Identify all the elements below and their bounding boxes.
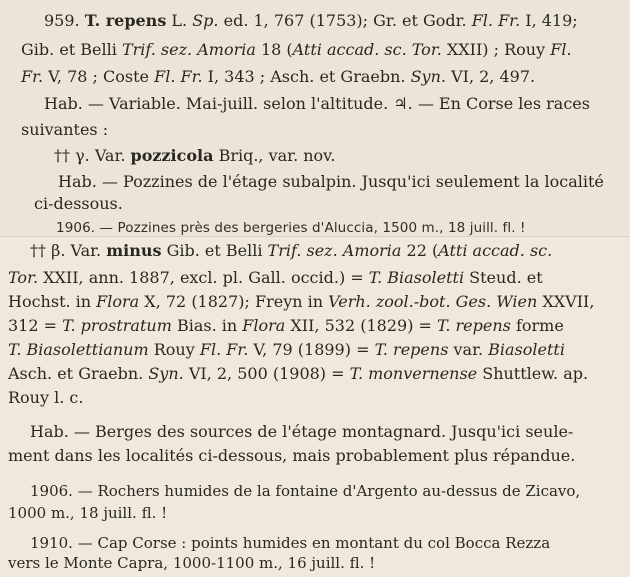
text: 312 = — [8, 316, 63, 335]
text: Shuttlew. ap. — [477, 364, 589, 383]
text: Briq., var. nov. — [213, 146, 336, 165]
text-italic: Syn. — [148, 364, 184, 383]
text-italic: Tor. — [8, 268, 39, 287]
var-pozzicola-habitat-2: ci-dessous. — [34, 194, 123, 213]
var-name: minus — [106, 241, 162, 260]
text-italic: Fr. — [21, 67, 44, 86]
text: V, 78 ; Coste — [43, 67, 155, 86]
text: Gib. et Belli — [161, 241, 268, 260]
var-pozzicola-record: 1906. — Pozzines près des bergeries d'Aluccia, 1500 m., 18 juill. fl. ! — [56, 220, 526, 236]
var-pozzicola-heading — [54, 148, 335, 164]
entry-number: 959. — [44, 11, 85, 30]
text: L. — [166, 11, 193, 30]
text-italic: Fl. — [550, 40, 572, 59]
entry-line-1 — [44, 13, 578, 29]
text: Rouy — [148, 340, 200, 359]
text: XXVII, — [537, 292, 595, 311]
text: 18 ( — [255, 40, 293, 59]
entry-line-3 — [21, 69, 535, 85]
text: forme — [510, 316, 564, 335]
var-minus-habitat-2: ment dans les localités ci-dessous, mais probablement plus répandue. — [8, 446, 576, 465]
text: V, 79 (1899) = — [248, 340, 375, 359]
text-italic: Syn. — [410, 67, 446, 86]
text: X, 72 (1827); Freyn in — [139, 292, 329, 311]
text: †† γ. Var. — [54, 146, 131, 165]
var-minus-record-1-line-2: 1000 m., 18 juill. fl. ! — [8, 504, 168, 522]
text: var. — [448, 340, 489, 359]
text-italic: T. repens — [374, 340, 449, 359]
var-minus-record-2-line-2: vers le Monte Capra, 1000-1100 m., 16 juill. fl. ! — [8, 554, 376, 572]
text-italic: Biasoletti — [488, 340, 565, 359]
var-minus-habitat-1: Hab. — Berges des sources de l'étage montagnard. Jusqu'ici seule- — [30, 422, 574, 441]
lower-section — [0, 237, 630, 577]
text: Asch. et Graebn. — [8, 364, 149, 383]
text: I, 343 ; Asch. et Graebn. — [202, 67, 411, 86]
text-italic: Flora — [96, 292, 140, 311]
upper-section — [0, 0, 630, 237]
var-pozzicola-habitat-1: Hab. — Pozzines de l'étage subalpin. Jusqu'ici seulement la localité — [58, 172, 604, 191]
text-italic: Sp. — [192, 11, 219, 30]
text-italic: Trif. sez. Amoria — [267, 241, 402, 260]
var-minus-record-2-line-1: 1910. — Cap Corse : points humides en montant du col Bocca Rezza — [30, 534, 551, 552]
text: ed. 1, 767 (1753); Gr. et Godr. — [218, 11, 472, 30]
text-italic: T. monvernense — [349, 364, 478, 383]
text: I, 419; — [520, 11, 578, 30]
text: VI, 2, 500 (1908) = — [183, 364, 350, 383]
text: 22 ( — [401, 241, 439, 260]
text: Steud. et — [464, 268, 543, 287]
text-italic: T. Biasoletti — [368, 268, 465, 287]
text: XII, 532 (1829) = — [285, 316, 438, 335]
text-italic: Flora — [242, 316, 286, 335]
species-name: T. repens — [84, 11, 167, 30]
text: Bias. in — [171, 316, 243, 335]
var-name: pozzicola — [130, 146, 214, 165]
text: XXII) ; Rouy — [441, 40, 551, 59]
text: Hochst. in — [8, 292, 97, 311]
text-italic: T. Biasolettianum — [8, 340, 149, 359]
text: †† β. Var. — [30, 241, 107, 260]
entry-line-2 — [21, 42, 572, 58]
text-italic: T. prostratum — [62, 316, 172, 335]
entry-habitat-cont: suivantes : — [21, 120, 109, 139]
text-italic: Fl. Fr. — [154, 67, 203, 86]
text-italic: Atti accad. sc. — [438, 241, 553, 260]
var-minus-line-7: Rouy l. c. — [8, 388, 84, 407]
text: XXII, ann. 1887, excl. pl. Gall. occid.) = — [38, 268, 369, 287]
text: VI, 2, 497. — [445, 67, 536, 86]
text-italic: Fl. Fr. — [199, 340, 249, 359]
var-minus-line-4 — [8, 318, 564, 334]
text: Gib. et Belli — [21, 40, 122, 59]
var-minus-line-5 — [8, 342, 565, 358]
var-minus-line-3 — [8, 294, 594, 310]
var-minus-line-6 — [8, 366, 588, 382]
text-italic: Verh. zool.-bot. Ges. Wien — [328, 292, 538, 311]
text-italic: Atti accad. sc. Tor. — [292, 40, 442, 59]
text-italic: Fl. Fr. — [471, 11, 521, 30]
var-minus-record-1-line-1: 1906. — Rochers humides de la fontaine d'Argento au-dessus de Zicavo, — [30, 482, 581, 500]
text-italic: Trif. sez. Amoria — [121, 40, 256, 59]
var-minus-line-1 — [30, 243, 552, 259]
entry-habitat: Hab. — Variable. Mai-juill. selon l'altitude. ♃. — En Corse les races — [44, 94, 590, 113]
text-italic: T. repens — [437, 316, 511, 335]
var-minus-line-2 — [8, 270, 543, 286]
